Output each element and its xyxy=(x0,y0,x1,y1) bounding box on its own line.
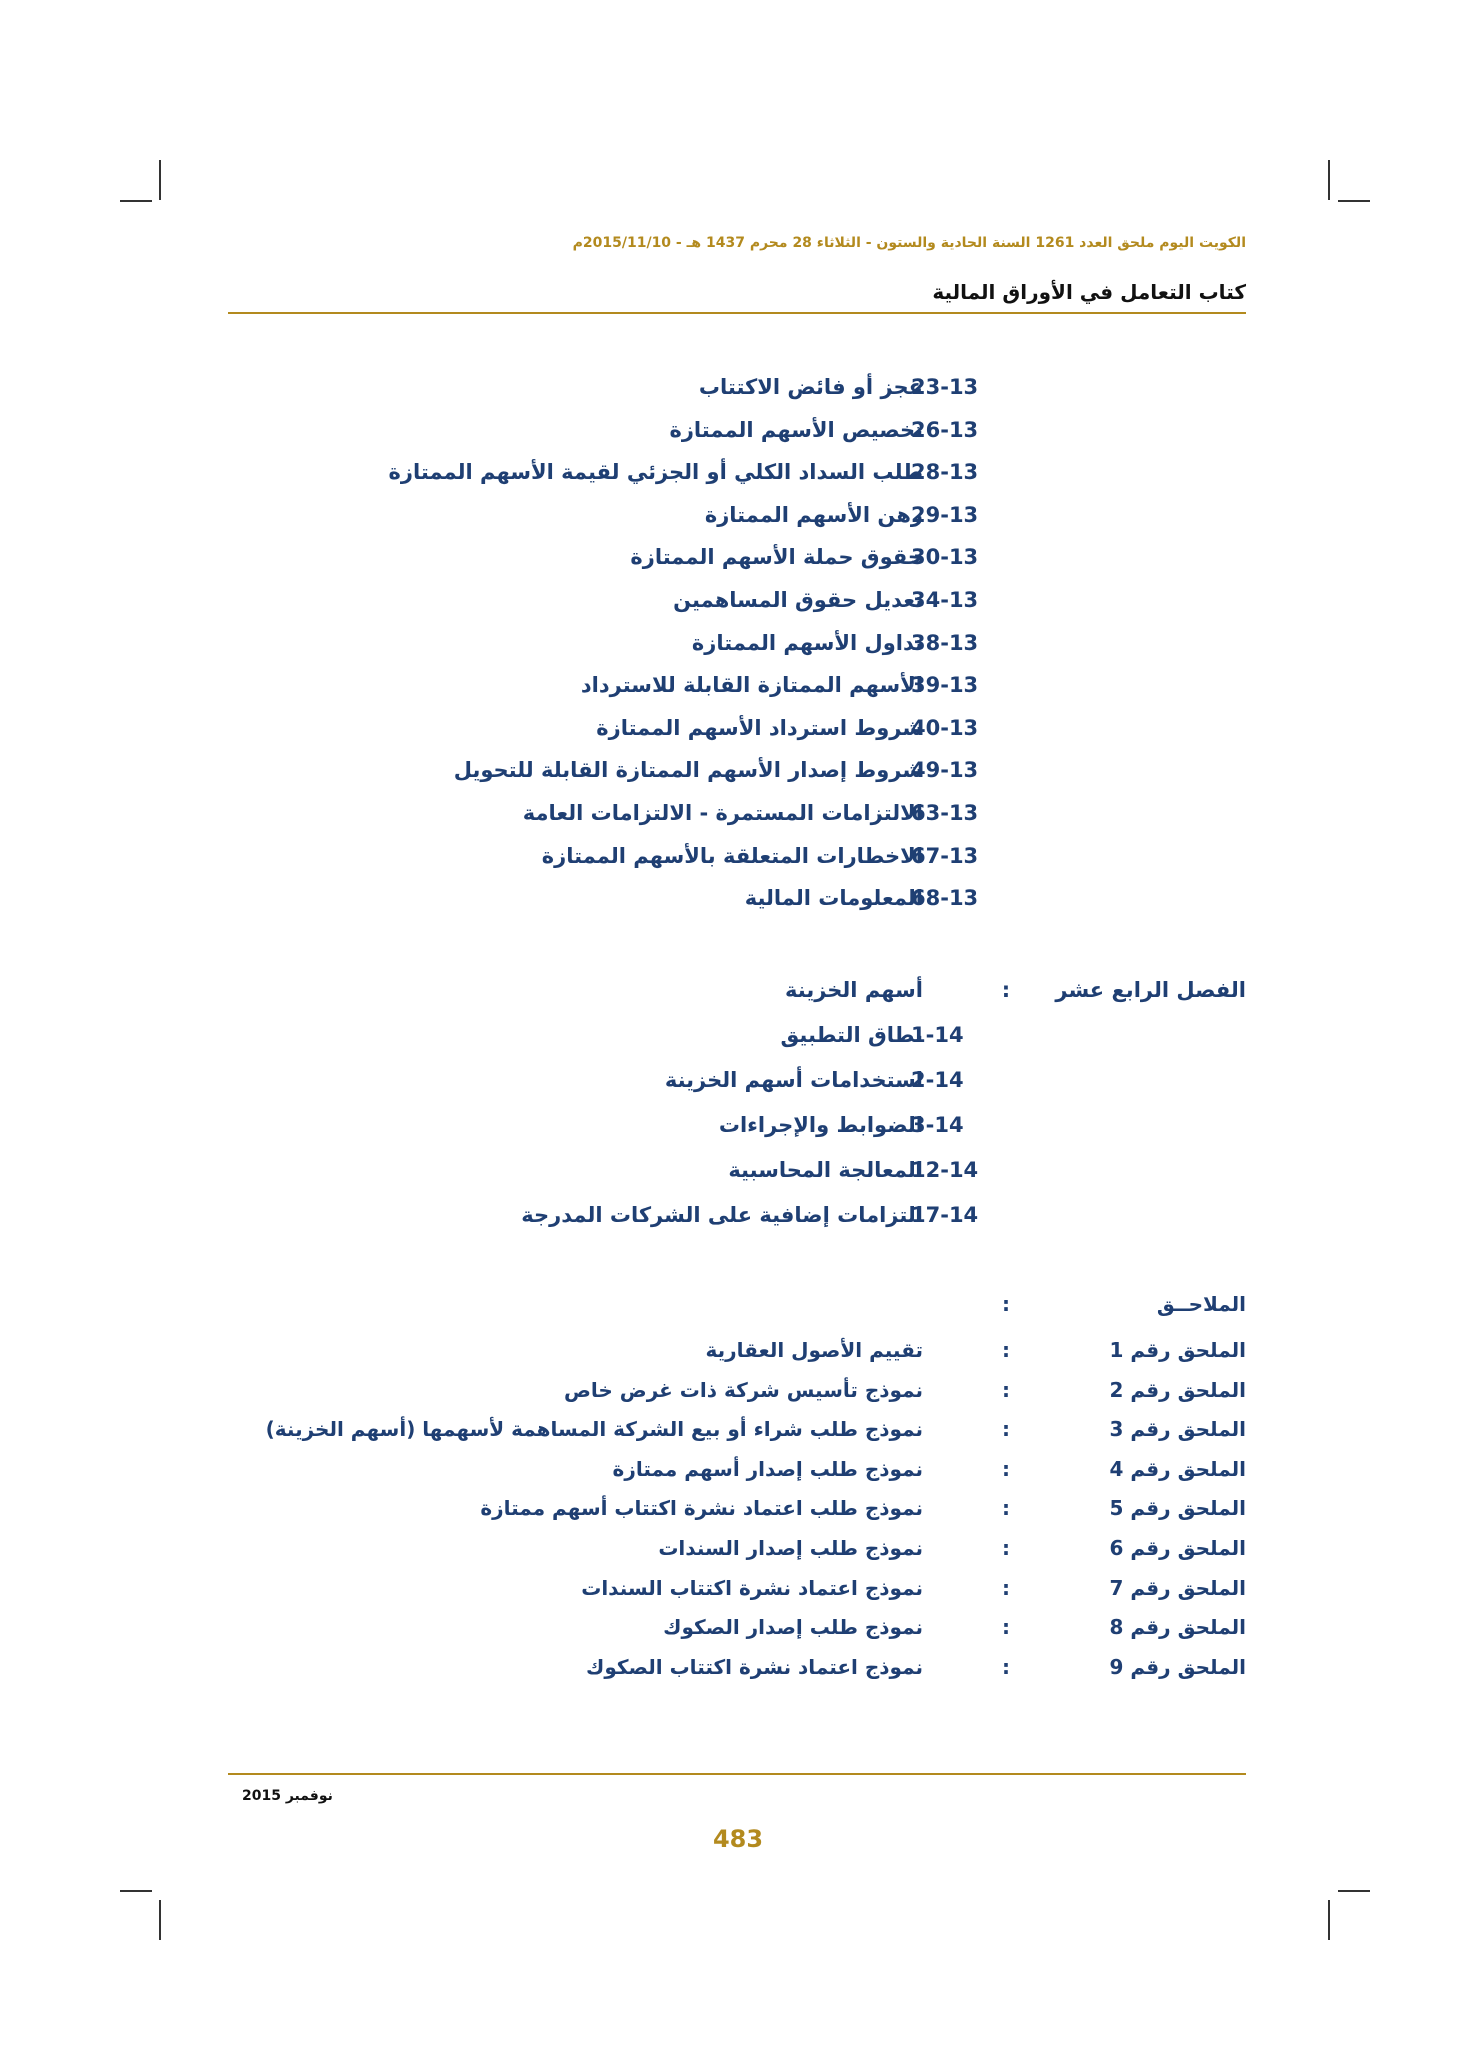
colon: : xyxy=(1002,1456,1010,1481)
colon: : xyxy=(1002,1338,1010,1362)
section-number: 28-13 xyxy=(911,460,979,485)
section-title: تداول الأسهم الممتازة xyxy=(691,630,923,655)
section-title: رهن الأسهم الممتازة xyxy=(704,502,923,527)
toc-row xyxy=(0,631,1476,667)
section-number: 30-13 xyxy=(911,545,979,570)
appendix-title: نموذج طلب إصدار أسهم ممتازة xyxy=(612,1456,923,1481)
section-number: 38-13 xyxy=(911,630,979,655)
section-title: استخدامات أسهم الخزينة xyxy=(664,1068,923,1092)
colon: : xyxy=(1001,978,1011,1002)
appendix-title: نموذج طلب شراء أو بيع الشركة المساهمة لأسهمها (أسهم الخزينة) xyxy=(265,1417,923,1442)
toc-row xyxy=(0,418,1476,454)
colon: : xyxy=(1002,1496,1010,1521)
crop-mark xyxy=(1338,1890,1370,1892)
appendix-label: الملحق رقم 6 xyxy=(1109,1536,1246,1560)
appendix-title: تقييم الأصول العقارية xyxy=(705,1338,923,1362)
appendix-label: الملحق رقم 5 xyxy=(1109,1496,1246,1521)
toc-row xyxy=(0,1023,1476,1059)
appendix-row xyxy=(0,1536,1476,1572)
toc-row xyxy=(0,673,1476,709)
toc-row xyxy=(0,716,1476,752)
section-title: التزامات إضافية على الشركات المدرجة xyxy=(521,1203,923,1227)
colon: : xyxy=(1002,1417,1010,1442)
appendix-label: الملحق رقم 3 xyxy=(1109,1417,1246,1442)
toc-row xyxy=(0,758,1476,794)
appendix-title: نموذج طلب إصدار السندات xyxy=(658,1536,923,1560)
section-title: عجز أو فائض الاكتتاب xyxy=(698,375,923,399)
section-title: الضوابط والإجراءات xyxy=(718,1113,923,1137)
section-number: 29-13 xyxy=(911,502,979,527)
chapter-label: الفصل الرابع عشر xyxy=(1055,978,1246,1002)
section-number: 12-14 xyxy=(911,1158,979,1182)
footer-rule xyxy=(228,1773,1246,1775)
gazette-header: الكويت اليوم ملحق العدد 1261 السنة الحادية والستون - الثلاثاء 28 محرم 1437 هـ - 2015/11/10م xyxy=(572,235,1246,251)
toc-row xyxy=(0,588,1476,624)
appendix-label: الملحق رقم 7 xyxy=(1109,1575,1246,1600)
toc-row xyxy=(0,545,1476,581)
chapter-title: أسهم الخزينة xyxy=(785,978,923,1002)
section-number: 34-13 xyxy=(911,588,979,612)
section-number: 26-13 xyxy=(911,417,979,442)
section-title: تخصيص الأسهم الممتازة xyxy=(669,417,923,442)
section-title: طلب السداد الكلي أو الجزئي لقيمة الأسهم الممتازة xyxy=(388,460,923,485)
section-number: 23-13 xyxy=(911,375,979,399)
footer-date: نوفمبر 2015 xyxy=(242,1788,333,1804)
section-number: 68-13 xyxy=(911,886,979,911)
toc-row xyxy=(0,801,1476,837)
crop-mark xyxy=(120,1890,152,1892)
chapter-14-heading xyxy=(0,978,1476,1014)
section-title: تعديل حقوق المساهمين xyxy=(673,588,923,612)
appendix-row xyxy=(0,1417,1476,1453)
appendix-row xyxy=(0,1378,1476,1414)
appendix-row xyxy=(0,1576,1476,1612)
section-number: 2-14 xyxy=(911,1068,964,1092)
toc-row xyxy=(0,1158,1476,1194)
toc-row xyxy=(0,503,1476,539)
crop-mark xyxy=(159,160,161,200)
appendix-row xyxy=(0,1615,1476,1651)
appendix-title: نموذج طلب اعتماد نشرة اكتتاب أسهم ممتازة xyxy=(480,1496,923,1521)
appendix-row xyxy=(0,1655,1476,1691)
page-number: 483 xyxy=(712,1825,764,1853)
appendix-title: نموذج طلب إصدار الصكوك xyxy=(663,1615,923,1640)
section-title: الاخطارات المتعلقة بالأسهم الممتازة xyxy=(541,843,923,868)
section-number: 49-13 xyxy=(911,758,979,783)
appendix-label: الملحق رقم 8 xyxy=(1109,1615,1246,1640)
appendix-title: نموذج تأسيس شركة ذات غرض خاص xyxy=(564,1377,923,1402)
colon: : xyxy=(1002,1292,1010,1316)
section-title: المعلومات المالية xyxy=(744,886,923,911)
colon: : xyxy=(1002,1377,1010,1402)
toc-row xyxy=(0,1068,1476,1104)
appendix-label: الملحق رقم 4 xyxy=(1109,1456,1246,1481)
section-number: 3-14 xyxy=(911,1113,964,1137)
section-title: المعالجة المحاسبية xyxy=(728,1158,923,1182)
appendix-title: نموذج اعتماد نشرة اكتتاب السندات xyxy=(581,1575,923,1600)
section-title: شروط إصدار الأسهم الممتازة القابلة للتحويل xyxy=(453,758,923,783)
appendix-label: الملحق رقم 2 xyxy=(1109,1377,1246,1402)
crop-mark xyxy=(120,200,152,202)
appendix-row xyxy=(0,1496,1476,1532)
toc-row xyxy=(0,1113,1476,1149)
section-number: 39-13 xyxy=(911,673,979,698)
appendix-label: الملحق رقم 1 xyxy=(1109,1338,1246,1362)
crop-mark xyxy=(1328,1900,1330,1940)
colon: : xyxy=(1002,1615,1010,1640)
section-number: 67-13 xyxy=(911,843,979,868)
appendices-heading xyxy=(0,1292,1476,1328)
appendix-row xyxy=(0,1338,1476,1374)
section-number: 40-13 xyxy=(911,715,979,740)
toc-row xyxy=(0,844,1476,880)
toc-row xyxy=(0,1203,1476,1239)
toc-row xyxy=(0,375,1476,411)
appendix-label: الملحق رقم 9 xyxy=(1109,1654,1246,1679)
section-number: 1-14 xyxy=(911,1023,964,1047)
section-title: نطاق التطبيق xyxy=(780,1023,923,1047)
crop-mark xyxy=(159,1900,161,1940)
section-title: شروط استرداد الأسهم الممتازة xyxy=(596,715,923,740)
colon: : xyxy=(1002,1575,1010,1600)
section-number: 17-14 xyxy=(911,1203,979,1227)
toc-row xyxy=(0,460,1476,496)
section-title: الأسهم الممتازة القابلة للاسترداد xyxy=(580,673,923,698)
appendix-row xyxy=(0,1457,1476,1493)
appendices-label: الملاحــق xyxy=(1156,1292,1246,1316)
header-rule xyxy=(228,312,1246,314)
colon: : xyxy=(1002,1654,1010,1679)
crop-mark xyxy=(1328,160,1330,200)
colon: : xyxy=(1002,1536,1010,1560)
section-number: 63-13 xyxy=(911,801,979,825)
appendix-title: نموذج اعتماد نشرة اكتتاب الصكوك xyxy=(586,1654,923,1679)
book-title: كتاب التعامل في الأوراق المالية xyxy=(932,280,1246,304)
crop-mark xyxy=(1338,200,1370,202)
toc-row xyxy=(0,886,1476,922)
section-title: حقوق حملة الأسهم الممتازة xyxy=(630,545,923,570)
section-title: الالتزامات المستمرة - الالتزامات العامة xyxy=(522,801,923,825)
